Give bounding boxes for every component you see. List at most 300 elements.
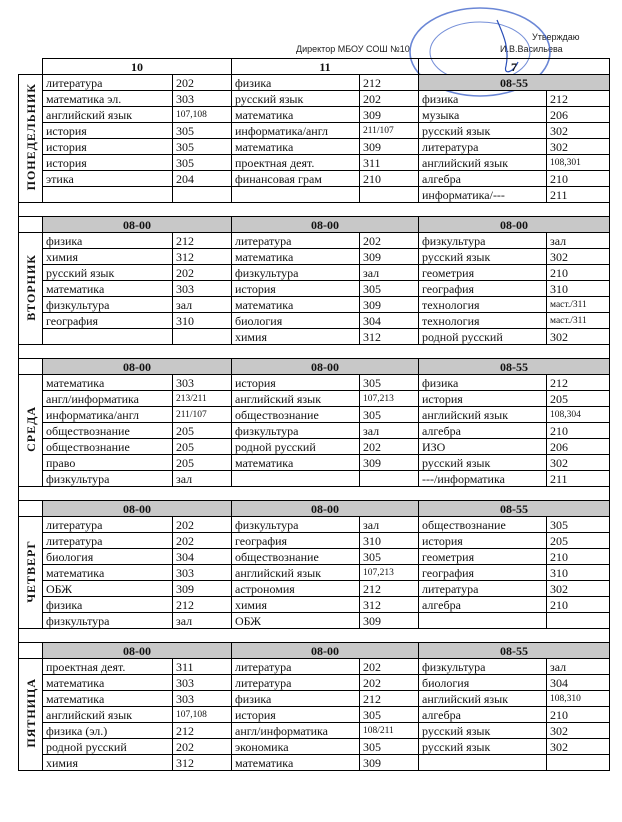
subject-cell: алгебра [419,171,547,187]
subject-cell: биология [43,549,173,565]
separator-cell [360,629,419,643]
lesson-row [19,297,610,313]
room-cell [547,755,610,771]
room-cell: 204 [173,171,232,187]
room-cell: 206 [547,107,610,123]
subject-cell: английский язык [419,407,547,423]
room-cell: 107,108 [173,107,232,123]
subject-cell: литература [232,675,360,691]
room-cell: 304 [547,675,610,691]
subject-cell: математика [232,139,360,155]
subject-cell: геометрия [419,549,547,565]
room-cell: зал [360,517,419,533]
subject-cell: ОБЖ [232,613,360,629]
subject-cell: математика эл. [43,91,173,107]
subject-cell: география [43,313,173,329]
lesson-row [19,439,610,455]
subject-cell: музыка [419,107,547,123]
room-cell: 205 [173,439,232,455]
room-cell: 205 [173,455,232,471]
subject-cell: математика [232,249,360,265]
room-cell: 310 [547,565,610,581]
start-time: 08-55 [419,501,610,517]
room-cell: 210 [547,423,610,439]
room-cell: 302 [547,123,610,139]
start-time: 08-00 [43,359,232,375]
separator-cell [547,487,610,501]
subject-cell: русский язык [232,91,360,107]
subject-cell: математика [232,455,360,471]
room-cell: 212 [173,233,232,249]
subject-cell: алгебра [419,707,547,723]
subject-cell [419,613,547,629]
room-cell: 312 [173,249,232,265]
subject-cell: физика [43,233,173,249]
room-cell: 309 [360,249,419,265]
subject-cell: литература [419,139,547,155]
start-time: 08-55 [419,643,610,659]
lesson-row [19,423,610,439]
room-cell: 211 [547,471,610,487]
subject-cell: математика [43,375,173,391]
separator-cell [547,629,610,643]
room-cell: 309 [173,581,232,597]
start-time-row [19,359,610,375]
room-cell: 202 [360,91,419,107]
lesson-row [19,329,610,345]
room-cell: зал [360,265,419,281]
lesson-row [19,281,610,297]
subject-cell: география [419,565,547,581]
subject-cell: английский язык [43,707,173,723]
lesson-row [19,233,610,249]
room-cell: зал [173,297,232,313]
room-cell: 303 [173,675,232,691]
separator-cell [173,487,232,501]
lesson-row [19,407,610,423]
lesson-row [19,533,610,549]
subject-cell: химия [232,597,360,613]
room-cell: 304 [360,313,419,329]
lesson-row [19,123,610,139]
lesson-row [19,471,610,487]
separator-cell [232,345,360,359]
subject-cell: право [43,455,173,471]
lesson-row [19,675,610,691]
room-cell: 210 [547,171,610,187]
start-time: 08-00 [232,501,419,517]
separator-cell [19,345,43,359]
lesson-row [19,265,610,281]
room-cell: 107,108 [173,707,232,723]
room-cell: 303 [173,91,232,107]
day-separator [19,487,610,501]
start-time-row [19,643,610,659]
subject-cell: ---/информатика [419,471,547,487]
room-cell: 302 [547,249,610,265]
subject-cell [419,755,547,771]
room-cell: 305 [360,281,419,297]
room-cell: 302 [547,723,610,739]
lesson-row [19,597,610,613]
subject-cell: математика [43,565,173,581]
lesson-row [19,155,610,171]
start-time: 08-00 [419,217,610,233]
subject-cell: русский язык [419,739,547,755]
subject-cell: английский язык [232,565,360,581]
subject-cell: физкультура [232,517,360,533]
day-label-cell [19,517,43,629]
room-cell: 304 [173,549,232,565]
room-cell: 310 [173,313,232,329]
subject-cell: родной русский [232,439,360,455]
schedule-table [18,58,610,771]
room-cell: 211/107 [173,407,232,423]
subject-cell: история [43,155,173,171]
subject-cell: алгебра [419,597,547,613]
room-cell [173,329,232,345]
separator-cell [360,487,419,501]
room-cell: 202 [360,439,419,455]
room-cell [360,471,419,487]
subject-cell: информатика/англ [232,123,360,139]
day-label-cell [19,75,43,203]
room-cell: зал [547,233,610,249]
lesson-row [19,707,610,723]
room-cell: 108,304 [547,407,610,423]
day-spacer [19,643,43,659]
separator-cell [43,203,173,217]
start-time: 08-00 [43,217,232,233]
start-time: 08-00 [232,359,419,375]
room-cell: 211/107 [360,123,419,139]
lesson-row [19,375,610,391]
separator-cell [547,345,610,359]
subject-cell: химия [43,755,173,771]
room-cell [173,187,232,203]
room-cell: 312 [360,329,419,345]
subject-cell: экономика [232,739,360,755]
subject-cell: английский язык [419,691,547,707]
room-cell: 202 [360,675,419,691]
room-cell: 108/211 [360,723,419,739]
separator-cell [232,487,360,501]
room-cell: 202 [173,533,232,549]
subject-cell: история [419,391,547,407]
grade-label: 10 [43,59,232,75]
separator-cell [360,345,419,359]
subject-cell: обществознание [43,439,173,455]
subject-cell: биология [419,675,547,691]
subject-cell: ИЗО [419,439,547,455]
subject-cell: физика [43,597,173,613]
subject-cell: история [232,281,360,297]
start-time: 08-00 [43,643,232,659]
subject-cell: геометрия [419,265,547,281]
subject-cell: обществознание [419,517,547,533]
subject-cell: англ/информатика [43,391,173,407]
subject-cell: русский язык [419,723,547,739]
subject-cell: физика [419,375,547,391]
subject-cell: проектная деят. [43,659,173,675]
room-cell: 213/211 [173,391,232,407]
separator-cell [547,203,610,217]
subject-cell: финансовая грам [232,171,360,187]
subject-cell: история [232,707,360,723]
room-cell: 305 [547,517,610,533]
director-name: И.В.Васильева [500,44,563,54]
lesson-row [19,613,610,629]
room-cell: 303 [173,691,232,707]
separator-cell [19,629,43,643]
room-cell: 311 [173,659,232,675]
lesson-row [19,171,610,187]
subject-cell: история [232,375,360,391]
lesson-row [19,91,610,107]
room-cell: 305 [360,407,419,423]
subject-cell: физика [232,75,360,91]
subject-cell: русский язык [419,249,547,265]
room-cell: 212 [360,691,419,707]
subject-cell: алгебра [419,423,547,439]
separator-cell [19,487,43,501]
room-cell [360,187,419,203]
room-cell: 211 [547,187,610,203]
subject-cell: родной русский [419,329,547,345]
room-cell: 305 [360,375,419,391]
room-cell: 212 [173,723,232,739]
room-cell: 302 [547,581,610,597]
start-time: 08-00 [232,217,419,233]
room-cell: 305 [360,707,419,723]
subject-cell [232,471,360,487]
room-cell: 202 [173,265,232,281]
separator-cell [419,629,547,643]
grade-header-row [19,59,610,75]
subject-cell: математика [232,297,360,313]
separator-cell [232,629,360,643]
lesson-row [19,739,610,755]
room-cell: 309 [360,755,419,771]
subject-cell: математика [43,675,173,691]
room-cell: 305 [173,155,232,171]
room-cell: 108,310 [547,691,610,707]
room-cell: 212 [173,597,232,613]
start-time: 08-55 [419,359,610,375]
room-cell: зал [173,613,232,629]
subject-cell [232,187,360,203]
subject-cell: физкультура [232,423,360,439]
subject-cell: английский язык [419,155,547,171]
subject-cell: обществознание [232,407,360,423]
subject-cell [43,329,173,345]
room-cell: 202 [173,517,232,533]
separator-cell [419,487,547,501]
room-cell: 305 [173,123,232,139]
room-cell: 212 [360,581,419,597]
grade-label: 11 [232,59,419,75]
lesson-row [19,139,610,155]
subject-cell: астрономия [232,581,360,597]
room-cell: зал [547,659,610,675]
room-cell: 202 [173,739,232,755]
room-cell: 210 [547,707,610,723]
room-cell: зал [173,471,232,487]
separator-cell [43,487,173,501]
day-label: ПОНЕДЕЛЬНИК [23,83,38,191]
day-label-cell [19,233,43,345]
start-time-row [19,501,610,517]
room-cell: 210 [547,597,610,613]
subject-cell: физика (эл.) [43,723,173,739]
room-cell: 108,301 [547,155,610,171]
subject-cell: этика [43,171,173,187]
day-spacer [19,217,43,233]
day-spacer [19,501,43,517]
subject-cell: физика [419,91,547,107]
room-cell: 311 [360,155,419,171]
day-label: ПЯТНИЦА [23,678,38,748]
director-title: Директор МБОУ СОШ №10 [296,44,410,54]
subject-cell: литература [419,581,547,597]
room-cell: 212 [547,375,610,391]
room-cell: 303 [173,565,232,581]
room-cell: 312 [360,597,419,613]
subject-cell: география [232,533,360,549]
lesson-row [19,659,610,675]
subject-cell: литература [43,533,173,549]
separator-cell [43,629,173,643]
subject-cell: литература [43,75,173,91]
subject-cell: обществознание [43,423,173,439]
start-time: 08-00 [43,501,232,517]
room-cell: 310 [360,533,419,549]
subject-cell: география [419,281,547,297]
subject-cell: физкультура [419,659,547,675]
subject-cell: англ/информатика [232,723,360,739]
room-cell: 202 [360,659,419,675]
room-cell: маст./311 [547,313,610,329]
start-time: 08-55 [419,75,610,91]
room-cell: 205 [547,391,610,407]
room-cell: 305 [173,139,232,155]
subject-cell: химия [232,329,360,345]
subject-cell: английский язык [43,107,173,123]
subject-cell: информатика/--- [419,187,547,203]
room-cell: маст./311 [547,297,610,313]
approval-label: Утверждаю [532,32,580,42]
subject-cell: русский язык [419,455,547,471]
room-cell: 312 [173,755,232,771]
day-separator [19,345,610,359]
lesson-row [19,75,610,91]
day-separator [19,203,610,217]
room-cell: 210 [547,549,610,565]
room-cell: 309 [360,613,419,629]
separator-cell [419,203,547,217]
subject-cell: физкультура [43,471,173,487]
room-cell: 302 [547,739,610,755]
room-cell: 305 [360,739,419,755]
lesson-row [19,517,610,533]
subject-cell: физкультура [232,265,360,281]
grade-label: 7 [419,59,610,75]
subject-cell: математика [43,281,173,297]
room-cell: зал [360,423,419,439]
room-cell: 305 [360,549,419,565]
subject-cell: математика [232,107,360,123]
room-cell: 303 [173,281,232,297]
room-cell: 302 [547,329,610,345]
lesson-row [19,755,610,771]
separator-cell [173,203,232,217]
subject-cell: физика [232,691,360,707]
lesson-row [19,565,610,581]
room-cell: 107,213 [360,565,419,581]
subject-cell: родной русский [43,739,173,755]
day-label: ВТОРНИК [23,253,38,321]
subject-cell: история [419,533,547,549]
room-cell: 202 [360,233,419,249]
subject-cell: литература [232,233,360,249]
lesson-row [19,549,610,565]
room-cell: 212 [360,75,419,91]
separator-cell [360,203,419,217]
subject-cell: ОБЖ [43,581,173,597]
subject-cell [43,187,173,203]
room-cell: 205 [547,533,610,549]
room-cell: 309 [360,107,419,123]
subject-cell: русский язык [43,265,173,281]
lesson-row [19,691,610,707]
subject-cell: проектная деят. [232,155,360,171]
room-cell: 302 [547,139,610,155]
subject-cell: русский язык [419,123,547,139]
lesson-row [19,391,610,407]
lesson-row [19,581,610,597]
day-separator [19,629,610,643]
lesson-row [19,313,610,329]
separator-cell [173,629,232,643]
subject-cell: английский язык [232,391,360,407]
subject-cell: химия [43,249,173,265]
start-time: 08-00 [232,643,419,659]
subject-cell: биология [232,313,360,329]
lesson-row [19,249,610,265]
subject-cell: физкультура [419,233,547,249]
room-cell: 302 [547,455,610,471]
room-cell: 210 [547,265,610,281]
day-spacer [19,359,43,375]
subject-cell: физкультура [43,613,173,629]
separator-cell [43,345,173,359]
subject-cell: литература [232,659,360,675]
room-cell: 205 [173,423,232,439]
corner-cell [19,59,43,75]
separator-cell [419,345,547,359]
room-cell [547,613,610,629]
room-cell: 202 [173,75,232,91]
subject-cell: математика [232,755,360,771]
start-time-row [19,217,610,233]
day-label-cell [19,375,43,487]
subject-cell: математика [43,691,173,707]
lesson-row [19,187,610,203]
subject-cell: технология [419,313,547,329]
day-label-cell [19,659,43,771]
room-cell: 309 [360,139,419,155]
lesson-row [19,107,610,123]
